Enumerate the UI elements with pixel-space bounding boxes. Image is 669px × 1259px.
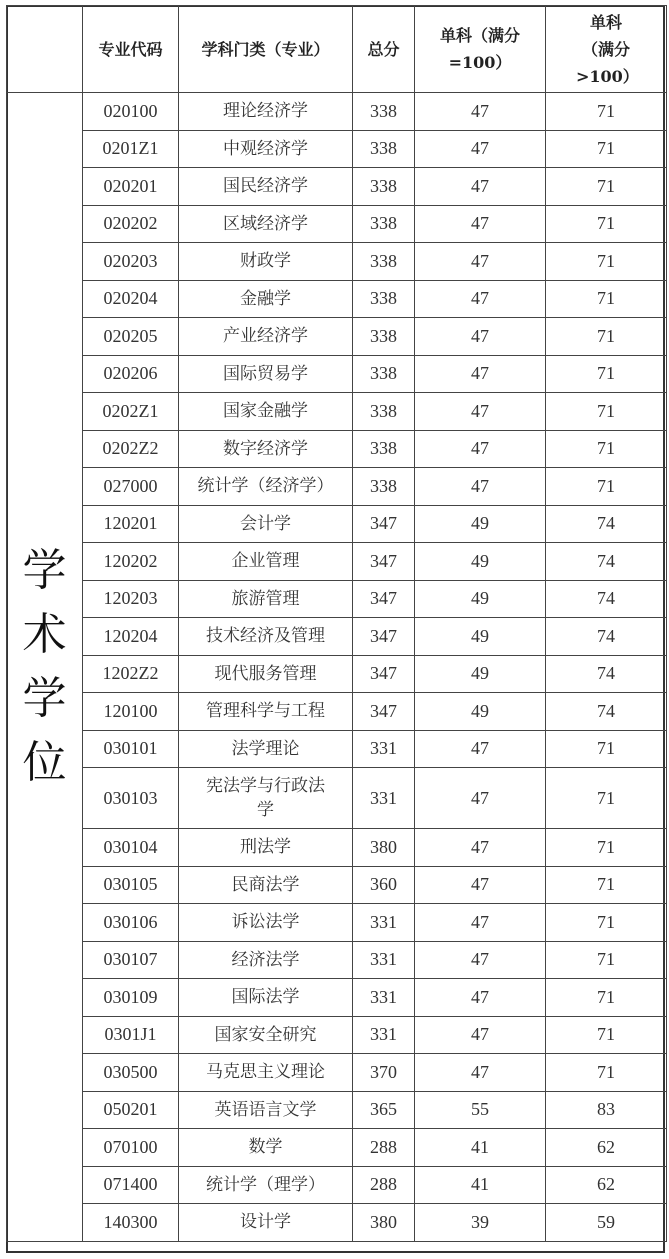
cell-name: 理论经济学 bbox=[179, 93, 353, 131]
cell-code: 120204 bbox=[83, 618, 179, 656]
cell-code: 020100 bbox=[83, 93, 179, 131]
cell-name: 统计学（经济学） bbox=[179, 468, 353, 506]
cell-code: 0202Z2 bbox=[83, 430, 179, 468]
cell-total: 331 bbox=[353, 904, 415, 942]
table-row bbox=[7, 205, 667, 243]
cell-single-over-100: 71 bbox=[546, 393, 667, 431]
cell-name: 数字经济学 bbox=[179, 430, 353, 468]
cell-code: 0201Z1 bbox=[83, 130, 179, 168]
cell-code: 030109 bbox=[83, 979, 179, 1017]
cell-total: 380 bbox=[353, 829, 415, 867]
cell-name: 旅游管理 bbox=[179, 580, 353, 618]
header-code: 专业代码 bbox=[83, 6, 179, 93]
cell-total: 347 bbox=[353, 618, 415, 656]
cell-single-over-100: 71 bbox=[546, 768, 667, 829]
cell-total: 338 bbox=[353, 318, 415, 356]
cell-name: 统计学（理学） bbox=[179, 1166, 353, 1204]
cell-name: 宪法学与行政法学 bbox=[179, 768, 353, 829]
cell-single-over-100: 71 bbox=[546, 1054, 667, 1092]
cell-total: 338 bbox=[353, 93, 415, 131]
cell-single-over-100: 74 bbox=[546, 580, 667, 618]
table-row bbox=[7, 505, 667, 543]
cell-single-100: 47 bbox=[415, 1016, 546, 1054]
table-row bbox=[7, 866, 667, 904]
cell-single-over-100: 71 bbox=[546, 1016, 667, 1054]
cell-total: 365 bbox=[353, 1091, 415, 1129]
cell-name: 金融学 bbox=[179, 280, 353, 318]
cell-name: 区域经济学 bbox=[179, 205, 353, 243]
table-row bbox=[7, 829, 667, 867]
table-row bbox=[7, 1129, 667, 1167]
cell-single-over-100: 74 bbox=[546, 693, 667, 731]
cell-single-100: 47 bbox=[415, 243, 546, 281]
cell-single-100: 47 bbox=[415, 829, 546, 867]
cell-single-over-100: 71 bbox=[546, 168, 667, 206]
cell-name: 国际法学 bbox=[179, 979, 353, 1017]
cell-code: 020205 bbox=[83, 318, 179, 356]
cell-single-100: 39 bbox=[415, 1204, 546, 1242]
cell-single-100: 47 bbox=[415, 393, 546, 431]
cell-single-100: 55 bbox=[415, 1091, 546, 1129]
cell-single-over-100: 74 bbox=[546, 618, 667, 656]
cell-total: 331 bbox=[353, 979, 415, 1017]
cell-single-over-100: 83 bbox=[546, 1091, 667, 1129]
cell-single-over-100: 71 bbox=[546, 243, 667, 281]
cell-single-100: 49 bbox=[415, 580, 546, 618]
table-row bbox=[7, 941, 667, 979]
cell-code: 030107 bbox=[83, 941, 179, 979]
cell-code: 030106 bbox=[83, 904, 179, 942]
cell-code: 050201 bbox=[83, 1091, 179, 1129]
cell-code: 030500 bbox=[83, 1054, 179, 1092]
table-row bbox=[7, 1091, 667, 1129]
cell-name: 经济法学 bbox=[179, 941, 353, 979]
cell-code: 020202 bbox=[83, 205, 179, 243]
cell-single-over-100: 71 bbox=[546, 829, 667, 867]
table-row bbox=[7, 130, 667, 168]
cell-total: 360 bbox=[353, 866, 415, 904]
cell-single-over-100: 62 bbox=[546, 1129, 667, 1167]
group-label: 学术学位 bbox=[22, 544, 67, 788]
cell-total: 331 bbox=[353, 730, 415, 768]
score-table bbox=[6, 5, 667, 1242]
table-row bbox=[7, 979, 667, 1017]
table-row bbox=[7, 543, 667, 581]
cell-name: 国际贸易学 bbox=[179, 355, 353, 393]
table-row bbox=[7, 655, 667, 693]
cell-single-over-100: 74 bbox=[546, 655, 667, 693]
cell-single-over-100: 71 bbox=[546, 941, 667, 979]
cell-single-100: 49 bbox=[415, 618, 546, 656]
cell-code: 120201 bbox=[83, 505, 179, 543]
table-row bbox=[7, 580, 667, 618]
cell-single-over-100: 71 bbox=[546, 318, 667, 356]
cell-single-100: 47 bbox=[415, 768, 546, 829]
table-row bbox=[7, 168, 667, 206]
cell-name: 设计学 bbox=[179, 1204, 353, 1242]
cell-code: 020204 bbox=[83, 280, 179, 318]
cell-single-100: 47 bbox=[415, 941, 546, 979]
cell-single-100: 47 bbox=[415, 355, 546, 393]
header-group-blank bbox=[7, 6, 83, 93]
cell-total: 331 bbox=[353, 1016, 415, 1054]
cell-single-100: 47 bbox=[415, 205, 546, 243]
cell-single-over-100: 71 bbox=[546, 130, 667, 168]
header-single-100: 单科（满分=100） bbox=[415, 6, 546, 93]
cell-single-100: 47 bbox=[415, 730, 546, 768]
cell-total: 370 bbox=[353, 1054, 415, 1092]
cell-single-over-100: 74 bbox=[546, 543, 667, 581]
table-row bbox=[7, 93, 667, 131]
cell-code: 120202 bbox=[83, 543, 179, 581]
cell-total: 338 bbox=[353, 130, 415, 168]
cell-name: 产业经济学 bbox=[179, 318, 353, 356]
cell-name: 马克思主义理论 bbox=[179, 1054, 353, 1092]
cell-code: 030101 bbox=[83, 730, 179, 768]
cell-single-100: 47 bbox=[415, 468, 546, 506]
cell-single-100: 47 bbox=[415, 866, 546, 904]
cell-code: 120100 bbox=[83, 693, 179, 731]
table-row bbox=[7, 355, 667, 393]
cell-single-over-100: 71 bbox=[546, 468, 667, 506]
group-label-cell bbox=[7, 93, 83, 1242]
cell-total: 338 bbox=[353, 280, 415, 318]
cell-name: 国家金融学 bbox=[179, 393, 353, 431]
table-row bbox=[7, 243, 667, 281]
cell-name: 刑法学 bbox=[179, 829, 353, 867]
cell-name: 技术经济及管理 bbox=[179, 618, 353, 656]
cell-total: 288 bbox=[353, 1166, 415, 1204]
cell-name: 会计学 bbox=[179, 505, 353, 543]
cell-code: 0301J1 bbox=[83, 1016, 179, 1054]
cell-single-100: 47 bbox=[415, 904, 546, 942]
cell-name: 国家安全研究 bbox=[179, 1016, 353, 1054]
cell-single-100: 47 bbox=[415, 979, 546, 1017]
cell-single-over-100: 59 bbox=[546, 1204, 667, 1242]
cell-total: 338 bbox=[353, 468, 415, 506]
header-total: 总分 bbox=[353, 6, 415, 93]
cell-name: 现代服务管理 bbox=[179, 655, 353, 693]
cell-single-100: 47 bbox=[415, 280, 546, 318]
cell-code: 030103 bbox=[83, 768, 179, 829]
cell-name: 英语语言文学 bbox=[179, 1091, 353, 1129]
cell-name: 国民经济学 bbox=[179, 168, 353, 206]
cell-total: 338 bbox=[353, 393, 415, 431]
header-name: 学科门类（专业） bbox=[179, 6, 353, 93]
cell-single-over-100: 74 bbox=[546, 505, 667, 543]
cell-total: 288 bbox=[353, 1129, 415, 1167]
cell-single-over-100: 71 bbox=[546, 205, 667, 243]
cell-single-over-100: 71 bbox=[546, 430, 667, 468]
cell-single-100: 49 bbox=[415, 655, 546, 693]
table-row bbox=[7, 904, 667, 942]
cell-single-100: 49 bbox=[415, 505, 546, 543]
cell-total: 338 bbox=[353, 355, 415, 393]
cell-single-over-100: 71 bbox=[546, 866, 667, 904]
cell-single-100: 41 bbox=[415, 1166, 546, 1204]
header-row bbox=[7, 6, 667, 93]
cell-single-100: 47 bbox=[415, 93, 546, 131]
cell-single-100: 49 bbox=[415, 543, 546, 581]
cell-code: 071400 bbox=[83, 1166, 179, 1204]
cell-name: 诉讼法学 bbox=[179, 904, 353, 942]
cell-total: 347 bbox=[353, 655, 415, 693]
cell-code: 020206 bbox=[83, 355, 179, 393]
table-row bbox=[7, 1204, 667, 1242]
cell-code: 030104 bbox=[83, 829, 179, 867]
table-row bbox=[7, 618, 667, 656]
cell-single-100: 47 bbox=[415, 430, 546, 468]
cell-total: 347 bbox=[353, 543, 415, 581]
cell-single-100: 47 bbox=[415, 168, 546, 206]
table-row bbox=[7, 730, 667, 768]
cell-single-over-100: 71 bbox=[546, 904, 667, 942]
cell-total: 331 bbox=[353, 941, 415, 979]
cell-name: 中观经济学 bbox=[179, 130, 353, 168]
cell-name: 数学 bbox=[179, 1129, 353, 1167]
table-row bbox=[7, 1016, 667, 1054]
table-row bbox=[7, 280, 667, 318]
cell-single-over-100: 71 bbox=[546, 280, 667, 318]
table-row bbox=[7, 430, 667, 468]
table-row bbox=[7, 693, 667, 731]
cell-name: 企业管理 bbox=[179, 543, 353, 581]
cell-single-over-100: 71 bbox=[546, 730, 667, 768]
cell-total: 331 bbox=[353, 768, 415, 829]
cell-code: 0202Z1 bbox=[83, 393, 179, 431]
cell-single-over-100: 71 bbox=[546, 979, 667, 1017]
table-row bbox=[7, 393, 667, 431]
cell-code: 1202Z2 bbox=[83, 655, 179, 693]
cell-single-over-100: 62 bbox=[546, 1166, 667, 1204]
cell-total: 380 bbox=[353, 1204, 415, 1242]
cell-single-100: 47 bbox=[415, 1054, 546, 1092]
cell-total: 338 bbox=[353, 205, 415, 243]
table-row bbox=[7, 318, 667, 356]
cell-name: 管理科学与工程 bbox=[179, 693, 353, 731]
cell-code: 020201 bbox=[83, 168, 179, 206]
cell-name: 民商法学 bbox=[179, 866, 353, 904]
cell-total: 338 bbox=[353, 168, 415, 206]
cell-total: 347 bbox=[353, 505, 415, 543]
cell-single-over-100: 71 bbox=[546, 93, 667, 131]
cell-single-100: 47 bbox=[415, 318, 546, 356]
cell-total: 338 bbox=[353, 243, 415, 281]
cell-single-100: 47 bbox=[415, 130, 546, 168]
cell-total: 338 bbox=[353, 430, 415, 468]
table-row bbox=[7, 1166, 667, 1204]
cell-single-100: 41 bbox=[415, 1129, 546, 1167]
cell-code: 140300 bbox=[83, 1204, 179, 1242]
cell-single-100: 49 bbox=[415, 693, 546, 731]
cell-code: 027000 bbox=[83, 468, 179, 506]
table-row bbox=[7, 768, 667, 829]
cell-code: 070100 bbox=[83, 1129, 179, 1167]
cell-total: 347 bbox=[353, 693, 415, 731]
cell-code: 020203 bbox=[83, 243, 179, 281]
cell-code: 120203 bbox=[83, 580, 179, 618]
table-row bbox=[7, 468, 667, 506]
table-row bbox=[7, 1054, 667, 1092]
cell-name: 法学理论 bbox=[179, 730, 353, 768]
cell-code: 030105 bbox=[83, 866, 179, 904]
cell-single-over-100: 71 bbox=[546, 355, 667, 393]
cell-total: 347 bbox=[353, 580, 415, 618]
cell-name: 财政学 bbox=[179, 243, 353, 281]
header-single-over-100: 单科（满分>100） bbox=[546, 6, 667, 93]
